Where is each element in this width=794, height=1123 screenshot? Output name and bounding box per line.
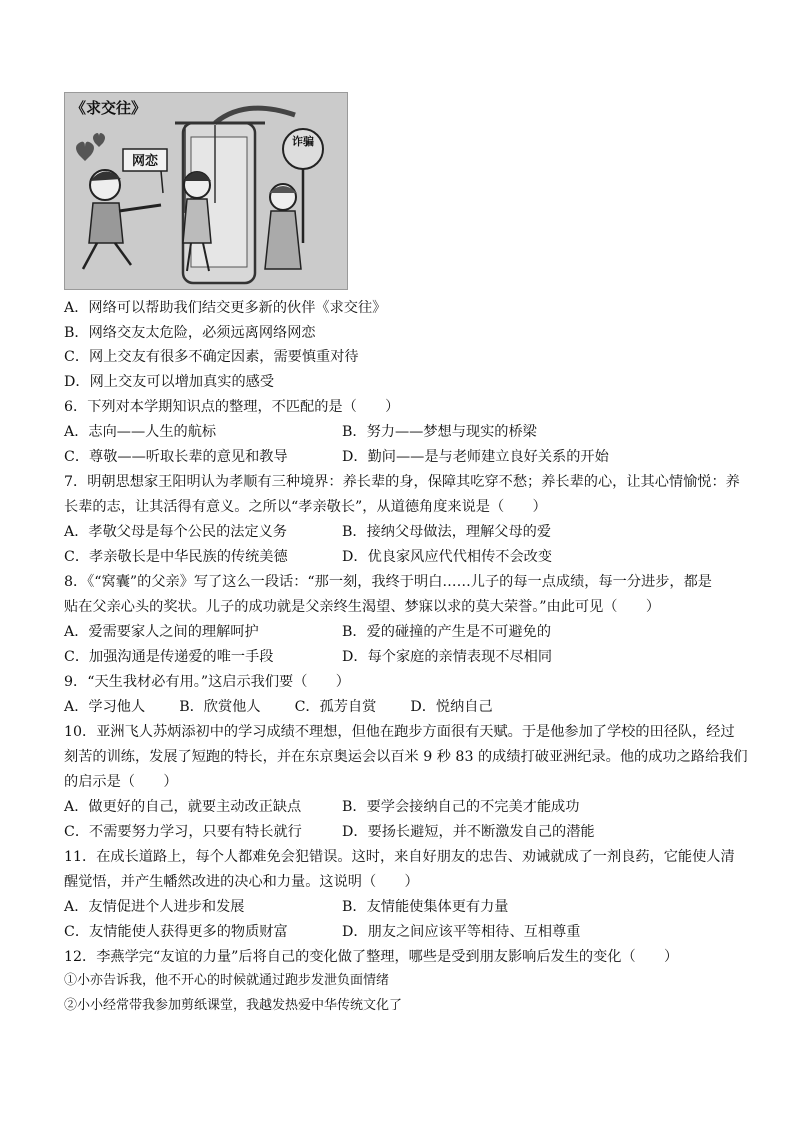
q12-item-2: ②小小经常带我参加剪纸课堂，我越发热爱中华传统文化了 xyxy=(64,998,403,1013)
q5-option-b: B．网络交友太危险，必须远离网络网恋 xyxy=(64,325,316,341)
q9-options-row xyxy=(64,697,493,717)
q8-option-c: C．加强沟通是传递爱的唯一手段 xyxy=(64,649,274,665)
q7-option-c: C．孝亲敬长是中华民族的传统美德 xyxy=(64,549,288,565)
q9-option-b: B．欣赏他人 xyxy=(179,699,261,715)
q5-option-a: A．网络可以帮助我们结交更多新的伙伴《求交往》 xyxy=(64,300,387,316)
q11-option-a: A．友情促进个人进步和发展 xyxy=(64,899,245,915)
q10-option-b: B．要学会接纳自己的不完美才能成功 xyxy=(342,799,580,815)
badge-label: 诈骗 xyxy=(292,135,314,148)
q5-option-c: C．网上交友有很多不确定因素，需要慎重对待 xyxy=(64,349,359,365)
q6-option-a: A．志向——人生的航标 xyxy=(64,424,217,440)
q10-option-c: C．不需要努力学习，只要有特长就行 xyxy=(64,824,302,840)
q12-stem: 12．李燕学完“友谊的力量”后将自己的变化做了整理，哪些是受到朋友影响后发生的变化（ ） xyxy=(64,949,679,965)
q7-stem-line1: 7．明朝思想家王阳明认为孝顺有三种境界：养长辈的身，保障其吃穿不愁；养长辈的心，让其心情愉悦：养 xyxy=(64,474,740,490)
q8-option-a: A．爱需要家人之间的理解呵护 xyxy=(64,624,259,640)
q12-item-1: ①小亦告诉我，他不开心的时候就通过跑步发泄负面情绪 xyxy=(64,973,390,988)
q9-option-d: D．悦纳自己 xyxy=(410,699,493,715)
q6-option-c: C．尊敬——听取长辈的意见和教导 xyxy=(64,449,288,465)
q10-option-d: D．要扬长避短，并不断激发自己的潜能 xyxy=(342,824,595,840)
q11-option-b: B．友情能使集体更有力量 xyxy=(342,899,509,915)
q11-option-c: C．友情能使人获得更多的物质财富 xyxy=(64,924,288,940)
q11-stem-line1: 11．在成长道路上，每个人都难免会犯错误。这时，来自好朋友的忠告、劝诫就成了一剂良药，它能使人清 xyxy=(64,849,735,865)
q7-option-a: A．孝敬父母是每个公民的法定义务 xyxy=(64,524,288,540)
q9-option-a: A．学习他人 xyxy=(64,699,146,715)
q10-stem-line3: 的启示是（ ） xyxy=(64,774,178,790)
q9-stem: 9．“天生我材必有用。”这启示我们要（ ） xyxy=(64,674,350,690)
sign-label: 网恋 xyxy=(131,154,159,169)
q11-stem-line2: 醒觉悟，并产生幡然改进的决心和力量。这说明（ ） xyxy=(64,874,419,890)
cartoon-title: 《求交往》 xyxy=(71,99,147,117)
q8-option-d: D．每个家庭的亲情表现不尽相同 xyxy=(342,649,553,665)
q11-option-d: D．朋友之间应该平等相待、互相尊重 xyxy=(342,924,581,940)
q6-option-d: D．勤问——是与老师建立良好关系的开始 xyxy=(342,449,609,465)
q10-stem-line2: 刻苦的训练，发展了短跑的特长，并在东京奥运会以百米 9 秒 83 的成绩打破亚洲纪录。他的成功之路给我们 xyxy=(64,749,748,765)
q10-stem-line1: 10．亚洲飞人苏炳添初中的学习成绩不理想，但他在跑步方面很有天赋。于是他参加了学校的田径队，经过 xyxy=(64,724,735,740)
q7-stem-line2: 长辈的志，让其活得有意义。之所以“孝亲敬长”，从道德角度来说是（ ） xyxy=(64,499,547,515)
q8-option-b: B．爱的碰撞的产生是不可避免的 xyxy=(342,624,552,640)
cartoon-illustration xyxy=(64,92,348,290)
q6-stem: 6．下列对本学期知识点的整理，不匹配的是（ ） xyxy=(64,399,400,415)
q8-stem-line2: 贴在父亲心头的奖状。儿子的成功就是父亲终生渴望、梦寐以求的莫大荣誉。”由此可见（ ） xyxy=(64,599,661,615)
q5-option-d: D．网上交友可以增加真实的感受 xyxy=(64,374,275,390)
q10-option-a: A．做更好的自己，就要主动改正缺点 xyxy=(64,799,302,815)
q7-option-b: B．接纳父母做法，理解父母的爱 xyxy=(342,524,552,540)
q7-option-d: D．优良家风应代代相传不会改变 xyxy=(342,549,553,565)
cartoon-drawing xyxy=(65,93,347,289)
q8-stem-line1: 8．《“窝囊”的父亲》写了这么一段话：“那一刻，我终于明白……儿子的每一点成绩，每一分进步，都是 xyxy=(64,574,712,590)
q6-option-b: B．努力——梦想与现实的桥梁 xyxy=(342,424,537,440)
q9-option-c: C．孤芳自赏 xyxy=(294,699,377,715)
